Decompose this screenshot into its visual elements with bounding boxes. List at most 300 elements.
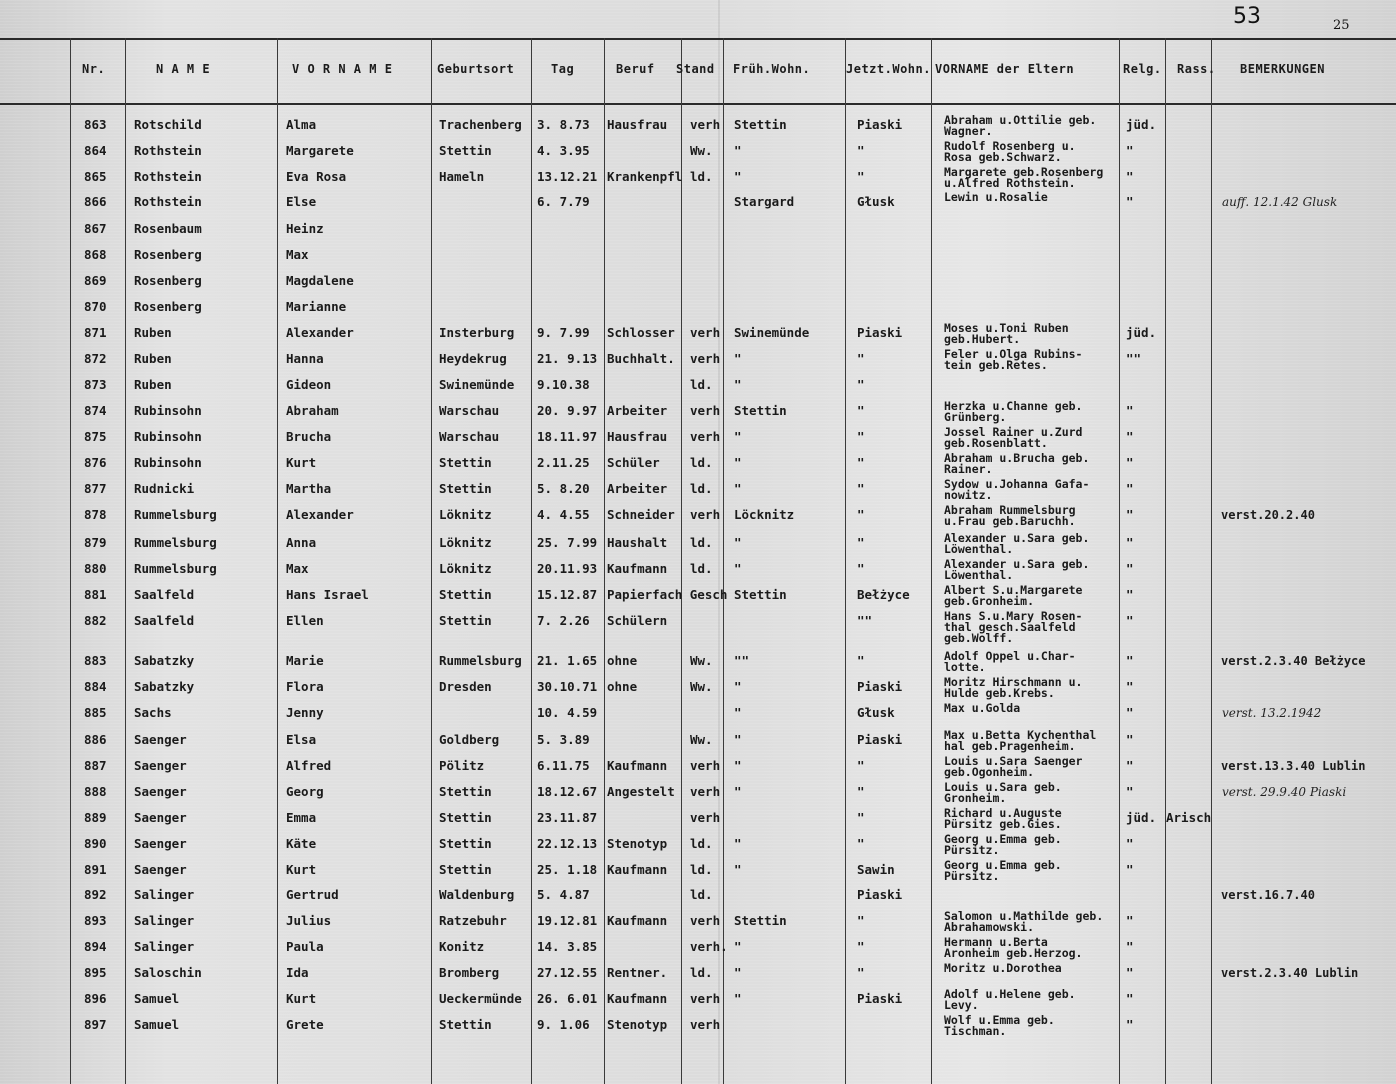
current-residence: " <box>857 965 865 980</box>
occupation: Schlosser <box>607 325 675 340</box>
birthplace: Swinemünde <box>439 377 515 392</box>
religion: " <box>1126 939 1134 954</box>
given-name: Kurt <box>286 862 317 877</box>
occupation: Schülern <box>607 613 668 628</box>
occupation: Kaufmann <box>607 862 668 877</box>
birth-date: 9. 7.99 <box>537 325 590 340</box>
surname: Rubinsohn <box>134 429 202 444</box>
parents-names: Rainer. <box>944 462 993 476</box>
row-number: 885 <box>84 705 107 720</box>
former-residence: " <box>734 169 742 184</box>
marital-status: verh <box>690 351 721 366</box>
column-divider <box>277 38 278 1084</box>
occupation: Kaufmann <box>607 991 668 1006</box>
former-residence: Stettin <box>734 913 787 928</box>
surname: Rubinsohn <box>134 455 202 470</box>
handwritten-remark: auff. 12.1.42 Glusk <box>1222 195 1338 209</box>
birth-date: 14. 3.85 <box>537 939 598 954</box>
religion: " <box>1126 913 1134 928</box>
current-residence: Piaski <box>857 887 903 902</box>
given-name: Anna <box>286 535 317 550</box>
former-residence: " <box>734 939 742 954</box>
surname: Saenger <box>134 758 187 773</box>
birth-date: 21. 1.65 <box>537 653 598 668</box>
parents-names: Moses u.Toni Ruben <box>944 321 1069 335</box>
parents-names: Albert S.u.Margarete <box>944 583 1083 597</box>
parents-names: Louis u.Sara geb. <box>944 780 1062 794</box>
remarks: verst.13.3.40 Lublin <box>1221 759 1366 773</box>
occupation: ohne <box>607 653 638 668</box>
marital-status: Ww. <box>690 143 713 158</box>
given-name: Else <box>286 194 317 209</box>
marital-status: ld. <box>690 481 713 496</box>
birth-date: 5. 4.87 <box>537 887 590 902</box>
parents-names: Abraham u.Brucha geb. <box>944 451 1090 465</box>
birth-date: 26. 6.01 <box>537 991 598 1006</box>
parents-names: nowitz. <box>944 488 993 502</box>
birthplace: Stettin <box>439 1017 492 1032</box>
column-divider <box>604 38 605 1084</box>
surname: Saenger <box>134 810 187 825</box>
parents-names: Georg u.Emma geb. <box>944 832 1062 846</box>
former-residence: " <box>734 705 742 720</box>
religion: "" <box>1126 351 1142 366</box>
surname: Rothstein <box>134 194 202 209</box>
former-residence: " <box>734 784 742 799</box>
current-residence: Głusk <box>857 705 895 720</box>
given-name: Max <box>286 247 309 262</box>
parents-names: Lewin u.Rosalie <box>944 190 1048 204</box>
parents-names: Herzka u.Channe geb. <box>944 399 1083 413</box>
row-number: 895 <box>84 965 107 980</box>
birth-date: 19.12.81 <box>537 913 598 928</box>
birth-date: 4. 4.55 <box>537 507 590 522</box>
given-name: Alfred <box>286 758 332 773</box>
birth-date: 30.10.71 <box>537 679 598 694</box>
birthplace: Löknitz <box>439 507 492 522</box>
parents-names: Aronheim geb.Herzog. <box>944 946 1083 960</box>
marital-status: ld. <box>690 561 713 576</box>
parents-names: Wagner. <box>944 124 993 138</box>
occupation: Hausfrau <box>607 429 668 444</box>
marital-status: verh <box>690 784 721 799</box>
surname: Rummelsburg <box>134 507 217 522</box>
religion: " <box>1126 991 1134 1006</box>
row-number: 863 <box>84 117 107 132</box>
header-rule <box>0 103 1396 105</box>
surname: Sabatzky <box>134 653 195 668</box>
former-residence: " <box>734 429 742 444</box>
marital-status: verh <box>690 403 721 418</box>
surname: Ruben <box>134 325 172 340</box>
header-bemerkungen: BEMERKUNGEN <box>1240 62 1325 76</box>
column-divider <box>125 38 126 1084</box>
row-number: 887 <box>84 758 107 773</box>
occupation: Haushalt <box>607 535 668 550</box>
marital-status: ld. <box>690 455 713 470</box>
parents-names: Rosa geb.Schwarz. <box>944 150 1062 164</box>
given-name: Brucha <box>286 429 332 444</box>
birthplace: Trachenberg <box>439 117 522 132</box>
religion: jüd. <box>1126 810 1157 825</box>
row-number: 889 <box>84 810 107 825</box>
row-number: 881 <box>84 587 107 602</box>
given-name: Margarete <box>286 143 354 158</box>
occupation: ohne <box>607 679 638 694</box>
religion: " <box>1126 507 1134 522</box>
parents-names: Adolf u.Helene geb. <box>944 987 1076 1001</box>
parents-names: Max u.Betta Kychenthal <box>944 728 1097 742</box>
row-number: 874 <box>84 403 107 418</box>
birthplace: Stettin <box>439 836 492 851</box>
surname: Saenger <box>134 732 187 747</box>
marital-status: verh <box>690 117 721 132</box>
given-name: Kurt <box>286 455 317 470</box>
birthplace: Insterburg <box>439 325 515 340</box>
former-residence: Löcknitz <box>734 507 795 522</box>
given-name: Jenny <box>286 705 324 720</box>
row-number: 893 <box>84 913 107 928</box>
current-residence: " <box>857 784 865 799</box>
given-name: Grete <box>286 1017 324 1032</box>
surname: Rosenberg <box>134 299 202 314</box>
occupation: Arbeiter <box>607 481 668 496</box>
row-number: 877 <box>84 481 107 496</box>
row-number: 876 <box>84 455 107 470</box>
birthplace: Dresden <box>439 679 492 694</box>
parents-names: lotte. <box>944 660 986 674</box>
birthplace: Stettin <box>439 587 492 602</box>
religion: " <box>1126 587 1134 602</box>
row-number: 870 <box>84 299 107 314</box>
row-number: 896 <box>84 991 107 1006</box>
birth-date: 4. 3.95 <box>537 143 590 158</box>
surname: Rummelsburg <box>134 561 217 576</box>
birth-date: 9.10.38 <box>537 377 590 392</box>
religion: jüd. <box>1126 117 1157 132</box>
marital-status: verh <box>690 325 721 340</box>
race: Arisch <box>1166 810 1212 825</box>
religion: " <box>1126 481 1134 496</box>
marital-status: verh <box>690 991 721 1006</box>
marital-status: verh <box>690 758 721 773</box>
current-residence: " <box>857 169 865 184</box>
parents-names: Alexander u.Sara geb. <box>944 531 1090 545</box>
header-relg: Relg. <box>1123 62 1162 76</box>
birth-date: 23.11.87 <box>537 810 598 825</box>
remarks: verst.2.3.40 Lublin <box>1221 966 1359 980</box>
row-number: 882 <box>84 613 107 628</box>
row-number: 897 <box>84 1017 107 1032</box>
top-rule <box>0 38 1396 40</box>
current-residence: Piaski <box>857 679 903 694</box>
column-divider <box>1165 38 1166 1084</box>
birth-date: 2.11.25 <box>537 455 590 470</box>
marital-status: ld. <box>690 862 713 877</box>
column-divider <box>1211 38 1212 1084</box>
parents-names: Wolf u.Emma geb. <box>944 1013 1055 1027</box>
birth-date: 7. 2.26 <box>537 613 590 628</box>
marital-status: verh <box>690 1017 721 1032</box>
current-residence: " <box>857 377 865 392</box>
birthplace: Hameln <box>439 169 485 184</box>
given-name: Ellen <box>286 613 324 628</box>
parents-names: Hulde geb.Krebs. <box>944 686 1055 700</box>
handwritten-remark: verst. 29.9.40 Piaski <box>1222 785 1347 799</box>
current-residence: Piaski <box>857 325 903 340</box>
given-name: Elsa <box>286 732 317 747</box>
row-number: 884 <box>84 679 107 694</box>
given-name: Abraham <box>286 403 339 418</box>
birthplace: Waldenburg <box>439 887 515 902</box>
header-tag: Tag <box>551 62 575 76</box>
parents-names: thal gesch.Saalfeld <box>944 620 1076 634</box>
surname: Ruben <box>134 351 172 366</box>
marital-status: ld. <box>690 535 713 550</box>
row-number: 871 <box>84 325 107 340</box>
surname: Rummelsburg <box>134 535 217 550</box>
column-divider <box>531 38 532 1084</box>
current-residence: " <box>857 455 865 470</box>
parents-names: geb.Gronheim. <box>944 594 1035 608</box>
current-residence: " <box>857 403 865 418</box>
former-residence: " <box>734 143 742 158</box>
row-number: 867 <box>84 221 107 236</box>
birthplace: Ratzebuhr <box>439 913 507 928</box>
religion: " <box>1126 705 1134 720</box>
surname: Rosenberg <box>134 273 202 288</box>
header-jetzt-wohn: Jetzt.Wohn. <box>846 62 931 76</box>
birthplace: Rummelsburg <box>439 653 522 668</box>
former-residence: Stargard <box>734 194 795 209</box>
religion: " <box>1126 653 1134 668</box>
surname: Sachs <box>134 705 172 720</box>
parents-names: Adolf Oppel u.Char- <box>944 649 1076 663</box>
given-name: Käte <box>286 836 317 851</box>
current-residence: " <box>857 913 865 928</box>
header-frueh-wohn: Früh.Wohn. <box>733 62 811 76</box>
current-residence: " <box>857 351 865 366</box>
current-residence: Bełżyce <box>857 587 910 602</box>
parents-names: Tischman. <box>944 1024 1007 1038</box>
given-name: Gertrud <box>286 887 339 902</box>
religion: " <box>1126 784 1134 799</box>
surname: Sabatzky <box>134 679 195 694</box>
religion: " <box>1126 455 1134 470</box>
marital-status: verh <box>690 429 721 444</box>
given-name: Magdalene <box>286 273 354 288</box>
given-name: Alexander <box>286 325 354 340</box>
religion: " <box>1126 613 1134 628</box>
parents-names: Feler u.Olga Rubins- <box>944 347 1083 361</box>
marital-status: ld. <box>690 836 713 851</box>
marital-status: verh <box>690 913 721 928</box>
former-residence: " <box>734 991 742 1006</box>
parents-names: Löwenthal. <box>944 568 1014 582</box>
surname: Saenger <box>134 784 187 799</box>
handwritten-page-number: 53 <box>1233 4 1261 29</box>
header-vorname: V O R N A M E <box>292 62 393 76</box>
header-nr: Nr. <box>82 62 106 76</box>
row-number: 879 <box>84 535 107 550</box>
religion: " <box>1126 679 1134 694</box>
parents-names: hal geb.Pragenheim. <box>944 739 1076 753</box>
parents-names: Abraham Rummelsburg <box>944 503 1076 517</box>
current-residence: " <box>857 939 865 954</box>
given-name: Max <box>286 561 309 576</box>
row-number: 878 <box>84 507 107 522</box>
religion: " <box>1126 194 1134 209</box>
parents-names: Moritz u.Dorothea <box>944 961 1062 975</box>
remarks: verst.20.2.40 <box>1221 508 1315 522</box>
current-residence: " <box>857 535 865 550</box>
current-residence: " <box>857 758 865 773</box>
current-residence: " <box>857 653 865 668</box>
given-name: Kurt <box>286 991 317 1006</box>
marital-status: ld. <box>690 965 713 980</box>
former-residence: Stettin <box>734 117 787 132</box>
parents-names: Levy. <box>944 998 979 1012</box>
marital-status: verh <box>690 810 721 825</box>
header-name: N A M E <box>156 62 211 76</box>
marital-status: Ww. <box>690 732 713 747</box>
row-number: 866 <box>84 194 107 209</box>
marital-status: ld. <box>690 169 713 184</box>
religion: " <box>1126 1017 1134 1032</box>
occupation: Papierfach Gesch <box>607 587 728 602</box>
typed-page-number: 25 <box>1333 18 1350 33</box>
parents-names: geb.Rosenblatt. <box>944 436 1048 450</box>
column-divider <box>681 38 682 1084</box>
former-residence: " <box>734 965 742 980</box>
surname: Salinger <box>134 913 195 928</box>
religion: " <box>1126 535 1134 550</box>
parents-names: Pürsitz. <box>944 843 1000 857</box>
given-name: Ida <box>286 965 309 980</box>
current-residence: " <box>857 143 865 158</box>
surname: Saenger <box>134 836 187 851</box>
former-residence: Swinemünde <box>734 325 810 340</box>
occupation: Kaufmann <box>607 758 668 773</box>
birth-date: 20.11.93 <box>537 561 598 576</box>
parents-names: Margarete geb.Rosenberg <box>944 165 1104 179</box>
parents-names: geb.Ogonheim. <box>944 765 1035 779</box>
parents-names: u.Frau geb.Baruchh. <box>944 514 1076 528</box>
parents-names: Löwenthal. <box>944 542 1014 556</box>
header-eltern: VORNAME der Eltern <box>935 62 1075 76</box>
parents-names: tein geb.Retes. <box>944 358 1048 372</box>
parents-names: geb.Hubert. <box>944 332 1021 346</box>
surname: Rosenberg <box>134 247 202 262</box>
given-name: Georg <box>286 784 324 799</box>
row-number: 892 <box>84 887 107 902</box>
former-residence: " <box>734 862 742 877</box>
given-name: Hans Israel <box>286 587 369 602</box>
current-residence: Piaski <box>857 991 903 1006</box>
column-divider <box>723 38 724 1084</box>
remarks: verst.2.3.40 Bełżyce <box>1221 654 1366 668</box>
row-number: 875 <box>84 429 107 444</box>
current-residence: " <box>857 810 865 825</box>
birthplace: Löknitz <box>439 535 492 550</box>
former-residence: Stettin <box>734 587 787 602</box>
header-rass: Rass. <box>1177 62 1216 76</box>
birth-date: 27.12.55 <box>537 965 598 980</box>
birth-date: 22.12.13 <box>537 836 598 851</box>
given-name: Hanna <box>286 351 324 366</box>
column-divider <box>70 38 71 1084</box>
parents-names: Moritz Hirschmann u. <box>944 675 1083 689</box>
occupation: Stenotyp <box>607 836 668 851</box>
birthplace: Stettin <box>439 455 492 470</box>
surname: Saalfeld <box>134 613 195 628</box>
birthplace: Stettin <box>439 481 492 496</box>
parents-names: Alexander u.Sara geb. <box>944 557 1090 571</box>
birthplace: Stettin <box>439 862 492 877</box>
given-name: Marie <box>286 653 324 668</box>
birthplace: Pölitz <box>439 758 485 773</box>
former-residence: " <box>734 732 742 747</box>
religion: " <box>1126 862 1134 877</box>
occupation: Angestelt <box>607 784 675 799</box>
marital-status: verh. <box>690 939 728 954</box>
birthplace: Stettin <box>439 810 492 825</box>
parents-names: Abraham u.Ottilie geb. <box>944 113 1097 127</box>
surname: Salinger <box>134 887 195 902</box>
row-number: 868 <box>84 247 107 262</box>
surname: Saenger <box>134 862 187 877</box>
row-number: 886 <box>84 732 107 747</box>
former-residence: " <box>734 455 742 470</box>
remarks: verst.16.7.40 <box>1221 888 1315 902</box>
religion: jüd. <box>1126 325 1157 340</box>
parents-names: Pürsitz geb.Gies. <box>944 817 1062 831</box>
current-residence: " <box>857 481 865 496</box>
parents-names: Jossel Rainer u.Zurd <box>944 425 1083 439</box>
row-number: 883 <box>84 653 107 668</box>
occupation: Stenotyp <box>607 1017 668 1032</box>
former-residence: " <box>734 679 742 694</box>
birth-date: 20. 9.97 <box>537 403 598 418</box>
former-residence: " <box>734 351 742 366</box>
former-residence: " <box>734 758 742 773</box>
column-divider <box>931 38 932 1084</box>
occupation: Krankenpfl <box>607 169 683 184</box>
former-residence: " <box>734 561 742 576</box>
current-residence: Piaski <box>857 117 903 132</box>
birth-date: 5. 8.20 <box>537 481 590 496</box>
former-residence: " <box>734 836 742 851</box>
occupation: Schüler <box>607 455 660 470</box>
marital-status: ld. <box>690 377 713 392</box>
parents-names: Georg u.Emma geb. <box>944 858 1062 872</box>
given-name: Marianne <box>286 299 347 314</box>
surname: Rubinsohn <box>134 403 202 418</box>
birth-date: 18.11.97 <box>537 429 598 444</box>
birthplace: Stettin <box>439 143 492 158</box>
birth-date: 3. 8.73 <box>537 117 590 132</box>
given-name: Paula <box>286 939 324 954</box>
occupation: Rentner. <box>607 965 668 980</box>
occupation: Kaufmann <box>607 913 668 928</box>
birthplace: Heydekrug <box>439 351 507 366</box>
parents-names: Sydow u.Johanna Gafa- <box>944 477 1090 491</box>
given-name: Alexander <box>286 507 354 522</box>
given-name: Eva Rosa <box>286 169 347 184</box>
surname: Ruben <box>134 377 172 392</box>
parents-names: Max u.Golda <box>944 701 1021 715</box>
surname: Salinger <box>134 939 195 954</box>
